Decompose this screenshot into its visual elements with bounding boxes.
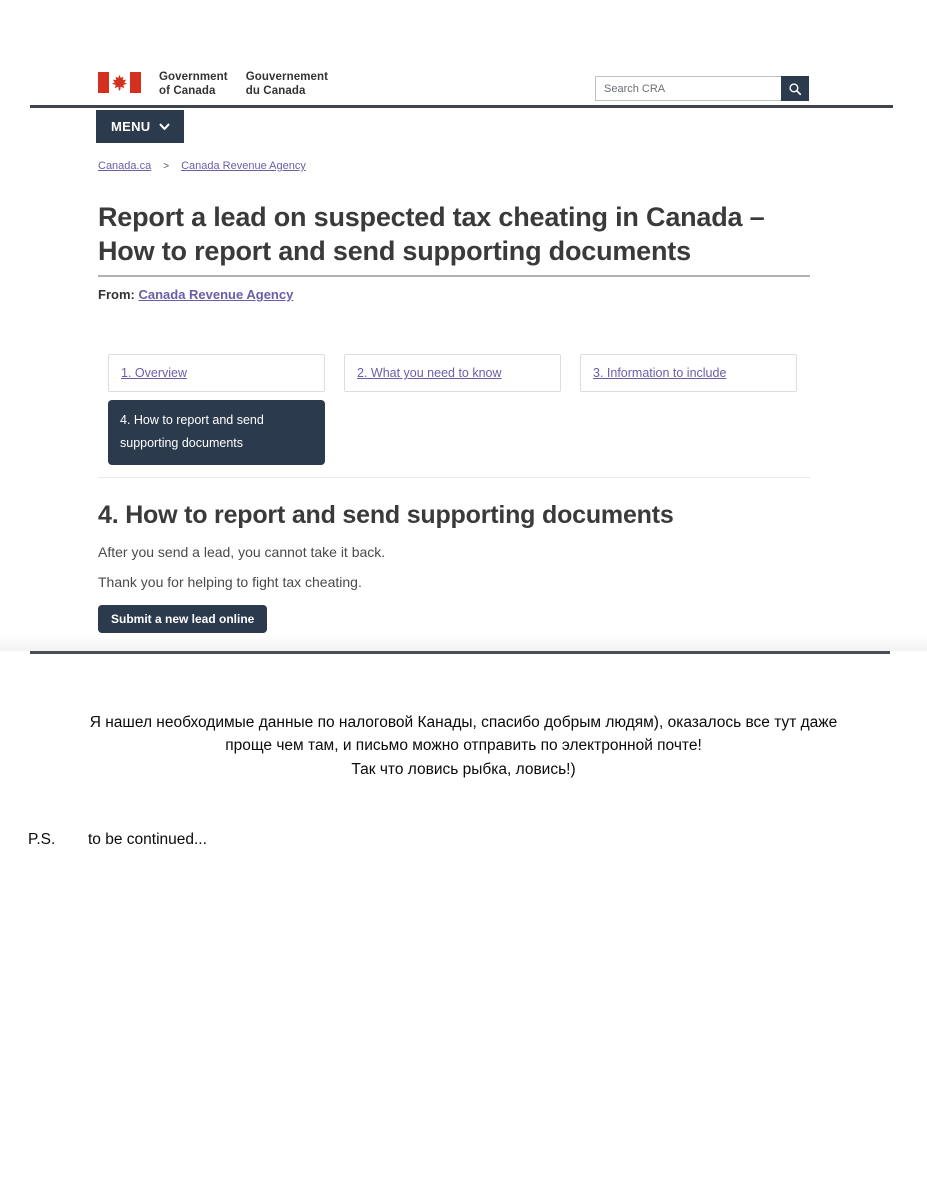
- chevron-down-icon: [159, 123, 170, 131]
- tab-overview-link[interactable]: 1. Overview: [121, 366, 187, 381]
- commentary-note: [0, 711, 927, 781]
- tab-overview[interactable]: [108, 354, 325, 392]
- logo-text-french: Gouvernement du Canada: [245, 71, 329, 98]
- header-divider: [30, 105, 893, 108]
- search-icon: [788, 82, 802, 96]
- government-of-canada-signature: [98, 70, 328, 99]
- breadcrumb-link-canada-ca[interactable]: Canada.ca: [98, 160, 152, 172]
- site-header: [98, 70, 809, 103]
- page-title: Report a lead on suspected tax cheating in Canada – How to report and send supporting documents: [98, 202, 765, 267]
- title-divider: [98, 275, 810, 277]
- section-tabs: [108, 354, 927, 392]
- screenshot-bottom-border: [30, 651, 890, 654]
- ps-text: to be continued...: [88, 830, 207, 848]
- tab-what-you-need-to-know[interactable]: [344, 354, 561, 392]
- canada-flag-icon: [98, 72, 141, 93]
- maple-leaf-icon: [111, 74, 128, 91]
- submit-new-lead-button[interactable]: Submit a new lead online: [98, 605, 267, 633]
- from-line: [98, 287, 927, 302]
- menu-label: MENU: [111, 119, 151, 134]
- breadcrumb: [98, 160, 927, 172]
- note-line-3: Так что ловись рыбка, ловись!): [351, 760, 576, 778]
- ps-label: P.S.: [28, 830, 56, 848]
- tab-what-you-need-to-know-link[interactable]: 2. What you need to know: [357, 366, 502, 381]
- paragraph-thank-you: Thank you for helping to fight tax cheating.: [98, 574, 362, 591]
- paragraph-cannot-take-back: After you send a lead, you cannot take it back.: [98, 544, 386, 561]
- section-heading: 4. How to report and send supporting documents: [98, 501, 674, 530]
- note-line-1: Я нашел необходимые данные по налоговой Канады, спасибо добрым людям), оказалось все тут даже: [89, 714, 838, 732]
- from-label: From:: [98, 287, 135, 303]
- search-button[interactable]: [781, 76, 809, 101]
- menu-button[interactable]: [96, 110, 184, 143]
- breadcrumb-link-cra[interactable]: Canada Revenue Agency: [181, 160, 306, 172]
- tab-information-to-include[interactable]: [580, 354, 797, 392]
- search-bar: [595, 76, 809, 101]
- note-line-2: проще чем там, и письмо можно отправить по электронной почте!: [225, 737, 702, 755]
- search-input[interactable]: [595, 76, 781, 101]
- tabs-divider: [98, 477, 810, 478]
- breadcrumb-separator: >: [163, 160, 170, 172]
- tab-information-to-include-link[interactable]: 3. Information to include: [593, 366, 727, 381]
- from-link-cra[interactable]: Canada Revenue Agency: [138, 287, 294, 303]
- tab-how-to-report-active[interactable]: 4. How to report and send supporting documents: [108, 400, 325, 465]
- postscript: [28, 831, 927, 849]
- logo-text-english: Government of Canada: [159, 71, 228, 98]
- screenshot-bottom-fade: [0, 635, 927, 651]
